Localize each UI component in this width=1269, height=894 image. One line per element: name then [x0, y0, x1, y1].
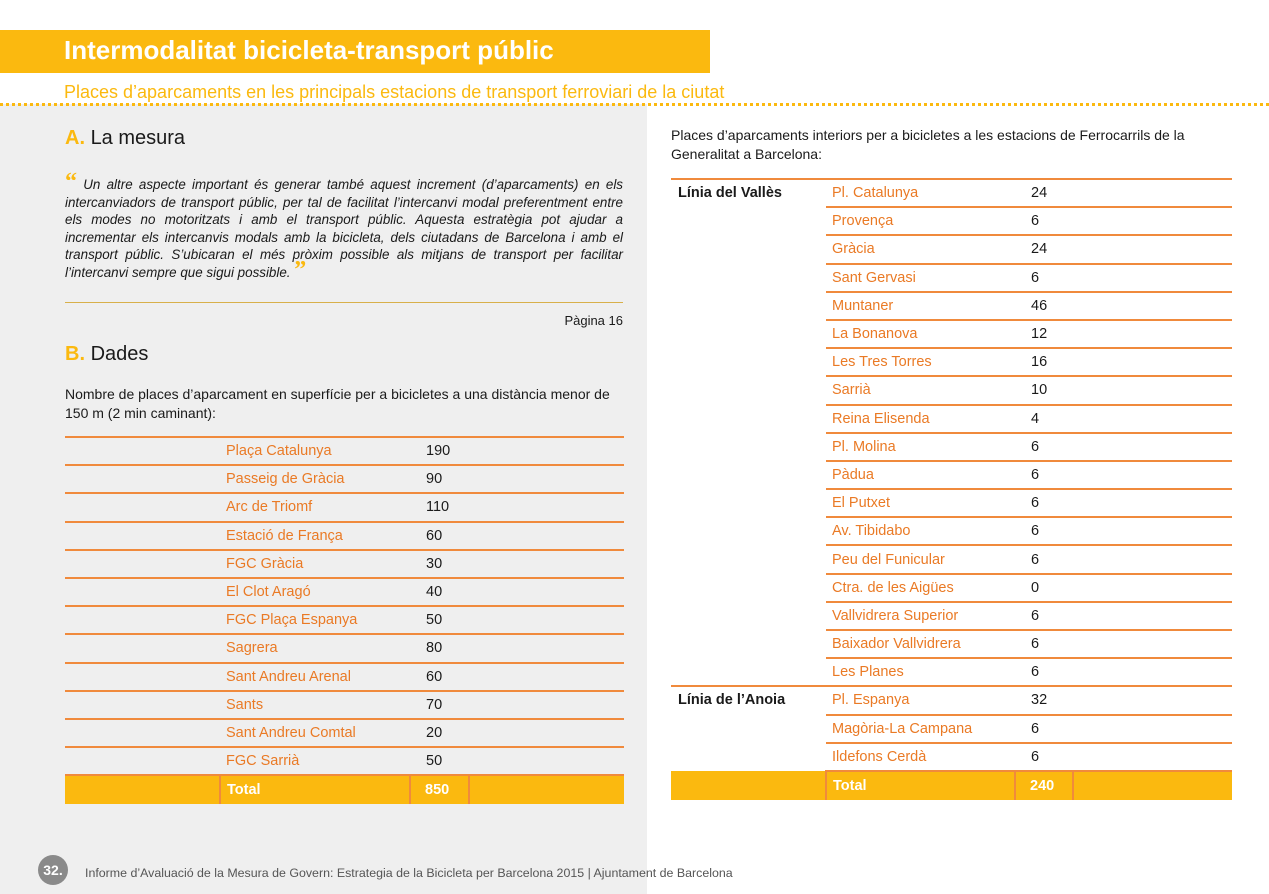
- station-name: Gràcia: [826, 235, 1015, 263]
- station-name: Sant Gervasi: [826, 264, 1015, 292]
- page-title: Intermodalitat bicicleta-transport públic: [64, 35, 554, 65]
- spaces-value: 20: [410, 719, 469, 747]
- spaces-value: 6: [1015, 433, 1073, 461]
- spaces-value: 16: [1015, 348, 1073, 376]
- empty-cell: [1073, 574, 1232, 602]
- empty-cell: [1073, 292, 1232, 320]
- spaces-value: 6: [1015, 602, 1073, 630]
- spaces-value: 6: [1015, 545, 1073, 573]
- spaces-value: 0: [1015, 574, 1073, 602]
- spaces-value: 4: [1015, 405, 1073, 433]
- table-row: [65, 663, 624, 691]
- table-row: [65, 606, 624, 634]
- spaces-value: 30: [410, 550, 469, 578]
- station-name: Av. Tibidabo: [826, 517, 1015, 545]
- spaces-value: 24: [1015, 235, 1073, 263]
- empty-cell: [1073, 630, 1232, 658]
- station-name: FGC Plaça Espanya: [220, 606, 410, 634]
- table-row: [65, 550, 624, 578]
- empty-cell: [469, 634, 624, 662]
- section-b-title: Dades: [90, 343, 149, 365]
- station-name: Muntaner: [826, 292, 1015, 320]
- station-name: Sant Andreu Comtal: [220, 719, 410, 747]
- spaces-value: 6: [1015, 264, 1073, 292]
- empty-cell: [65, 663, 220, 691]
- table-row: [671, 686, 1232, 714]
- station-name: Ctra. de les Aigües: [826, 574, 1015, 602]
- spaces-value: 6: [1015, 715, 1073, 743]
- empty-cell: [1073, 489, 1232, 517]
- station-name: Provença: [826, 207, 1015, 235]
- empty-cell: [469, 465, 624, 493]
- table-row: [671, 179, 1232, 207]
- total-value: 850: [410, 775, 469, 804]
- section-a-letter: A.: [65, 127, 85, 149]
- station-name: FGC Sarrià: [220, 747, 410, 775]
- spaces-value: 6: [1015, 630, 1073, 658]
- station-name: Magòria-La Campana: [826, 715, 1015, 743]
- station-name: Estació de França: [220, 522, 410, 550]
- spaces-value: 50: [410, 606, 469, 634]
- table-row: [65, 578, 624, 606]
- empty-cell: [1073, 517, 1232, 545]
- station-name: Sant Andreu Arenal: [220, 663, 410, 691]
- table-row: [65, 437, 624, 465]
- empty-cell: [65, 634, 220, 662]
- empty-cell: [469, 550, 624, 578]
- spaces-value: 70: [410, 691, 469, 719]
- empty-cell: [469, 691, 624, 719]
- fgc-parking-table: [671, 178, 1232, 800]
- line-name: Línia de l’Anoia: [671, 686, 826, 771]
- empty-cell: [469, 719, 624, 747]
- spaces-value: 6: [1015, 207, 1073, 235]
- section-b-heading: [65, 343, 148, 366]
- spaces-value: 110: [410, 493, 469, 521]
- footer-text: Informe d’Avaluació de la Mesura de Govern: Estrategia de la Bicicleta per Barcelona 2015 | Ajuntament de Barcelona: [85, 866, 733, 880]
- empty-cell: [1073, 461, 1232, 489]
- spaces-value: 24: [1015, 179, 1073, 207]
- dotted-divider: [0, 103, 1269, 106]
- table-row: [65, 634, 624, 662]
- empty-cell: [1073, 320, 1232, 348]
- quote-text: Un altre aspecte important és generar també aquest increment (d’aparcaments) en els intercanviadors de transport públic, per tal de facilitat l’intercanvi modal preferentment entre els modes no motoritzats i amb el transport públic. Aquesta estratègia pot ajudar a incrementar els intercanvis modals amb la bicicleta, dels ciutadans de Barcelona i amb el transport públic. S’ubicaran el més pròxim possible als mitjans de transport per facilitar l’intercanvi sempre que sigui possible.: [65, 177, 623, 280]
- total-label: Total: [826, 771, 1015, 800]
- quote-open-mark: “: [65, 169, 77, 195]
- station-name: Sagrera: [220, 634, 410, 662]
- station-name: Sarrià: [826, 376, 1015, 404]
- total-row: [671, 771, 1232, 800]
- empty-cell: [1073, 715, 1232, 743]
- spaces-value: 32: [1015, 686, 1073, 714]
- section-a-heading: [65, 127, 185, 150]
- spaces-value: 40: [410, 578, 469, 606]
- station-name: Les Planes: [826, 658, 1015, 686]
- empty-cell: [1073, 348, 1232, 376]
- empty-cell: [671, 771, 826, 800]
- empty-cell: [65, 550, 220, 578]
- station-name: El Putxet: [826, 489, 1015, 517]
- empty-cell: [65, 578, 220, 606]
- empty-cell: [65, 522, 220, 550]
- empty-cell: [1073, 207, 1232, 235]
- empty-cell: [1073, 433, 1232, 461]
- empty-cell: [469, 578, 624, 606]
- empty-cell: [1073, 405, 1232, 433]
- quote-block: [65, 169, 623, 283]
- surface-parking-table: [65, 436, 624, 804]
- station-name: FGC Gràcia: [220, 550, 410, 578]
- table-row: [65, 493, 624, 521]
- empty-cell: [65, 437, 220, 465]
- line-name: Línia del Vallès: [671, 179, 826, 686]
- station-name: Pl. Catalunya: [826, 179, 1015, 207]
- spaces-value: 190: [410, 437, 469, 465]
- empty-cell: [65, 493, 220, 521]
- station-name: Baixador Vallvidrera: [826, 630, 1015, 658]
- page-reference: Pàgina 16: [564, 313, 623, 328]
- spaces-value: 12: [1015, 320, 1073, 348]
- station-name: La Bonanova: [826, 320, 1015, 348]
- empty-cell: [1073, 602, 1232, 630]
- quote-divider: [65, 302, 623, 303]
- empty-cell: [1073, 743, 1232, 771]
- spaces-value: 6: [1015, 658, 1073, 686]
- total-label: Total: [220, 775, 410, 804]
- spaces-value: 6: [1015, 743, 1073, 771]
- table-row: [65, 719, 624, 747]
- spaces-value: 6: [1015, 517, 1073, 545]
- spaces-value: 60: [410, 663, 469, 691]
- station-name: Reina Elisenda: [826, 405, 1015, 433]
- surface-table-intro: Nombre de places d’aparcament en superfície per a bicicletes a una distància menor de 150 m (2 min caminant):: [65, 386, 610, 421]
- station-name: Passeig de Gràcia: [220, 465, 410, 493]
- spaces-value: 80: [410, 634, 469, 662]
- table-row: [65, 691, 624, 719]
- section-b-letter: B.: [65, 343, 85, 365]
- station-name: Pl. Espanya: [826, 686, 1015, 714]
- spaces-value: 90: [410, 465, 469, 493]
- page-number-badge: 32.: [38, 855, 68, 885]
- total-row: [65, 775, 624, 804]
- spaces-value: 46: [1015, 292, 1073, 320]
- station-name: Ildefons Cerdà: [826, 743, 1015, 771]
- empty-cell: [1073, 376, 1232, 404]
- empty-cell: [1073, 264, 1232, 292]
- empty-cell: [65, 719, 220, 747]
- station-name: Peu del Funicular: [826, 545, 1015, 573]
- empty-cell: [65, 775, 220, 804]
- spaces-value: 60: [410, 522, 469, 550]
- spaces-value: 6: [1015, 461, 1073, 489]
- empty-cell: [469, 437, 624, 465]
- empty-cell: [469, 775, 624, 804]
- table-row: [65, 522, 624, 550]
- station-name: Les Tres Torres: [826, 348, 1015, 376]
- empty-cell: [469, 663, 624, 691]
- station-name: Arc de Triomf: [220, 493, 410, 521]
- station-name: El Clot Aragó: [220, 578, 410, 606]
- section-a-title: La mesura: [90, 127, 186, 149]
- empty-cell: [1073, 545, 1232, 573]
- spaces-value: 50: [410, 747, 469, 775]
- empty-cell: [65, 465, 220, 493]
- station-name: Vallvidrera Superior: [826, 602, 1015, 630]
- page-subtitle: Places d’aparcaments en les principals estacions de transport ferroviari de la ciutat: [64, 82, 725, 102]
- station-name: Pàdua: [826, 461, 1015, 489]
- spaces-value: 10: [1015, 376, 1073, 404]
- table-row: [65, 465, 624, 493]
- station-name: Plaça Catalunya: [220, 437, 410, 465]
- empty-cell: [1073, 686, 1232, 714]
- empty-cell: [1073, 771, 1232, 800]
- quote-close-mark: ”: [294, 256, 307, 283]
- empty-cell: [469, 747, 624, 775]
- station-name: Sants: [220, 691, 410, 719]
- empty-cell: [469, 493, 624, 521]
- station-name: Pl. Molina: [826, 433, 1015, 461]
- empty-cell: [1073, 179, 1232, 207]
- fgc-table-intro: Places d’aparcaments interiors per a bicicletes a les estacions de Ferrocarrils de la Generalitat a Barcelona:: [671, 127, 1185, 162]
- empty-cell: [65, 747, 220, 775]
- table-row: [65, 747, 624, 775]
- total-value: 240: [1015, 771, 1073, 800]
- empty-cell: [1073, 658, 1232, 686]
- empty-cell: [469, 606, 624, 634]
- spaces-value: 6: [1015, 489, 1073, 517]
- empty-cell: [65, 606, 220, 634]
- empty-cell: [469, 522, 624, 550]
- empty-cell: [65, 691, 220, 719]
- empty-cell: [1073, 235, 1232, 263]
